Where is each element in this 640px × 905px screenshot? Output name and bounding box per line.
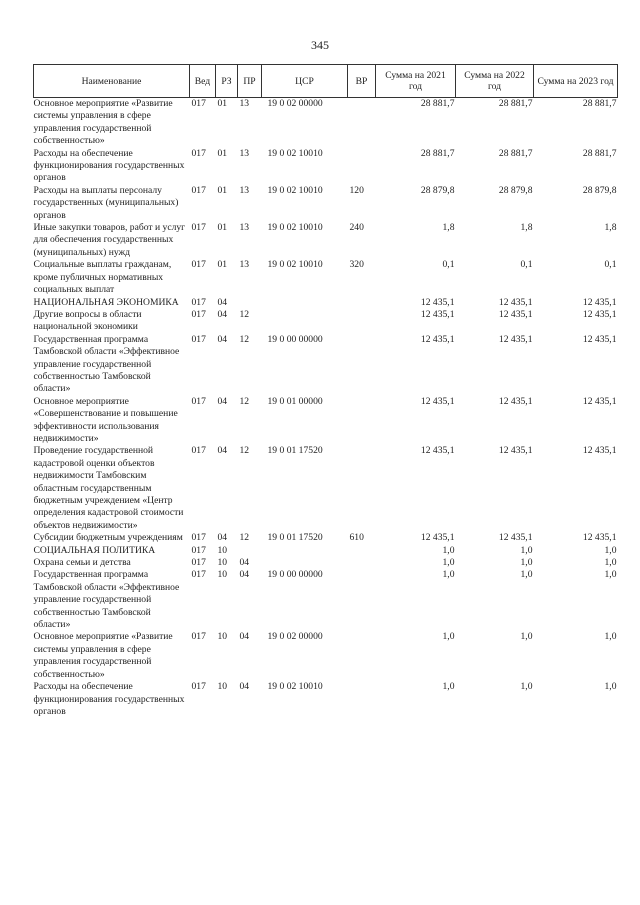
cell-pr: 13 xyxy=(239,259,250,271)
cell-rz: 04 xyxy=(217,532,228,544)
cell-sum-2022: 1,8 xyxy=(520,222,533,234)
page-number: 345 xyxy=(311,38,329,52)
cell-pr: 12 xyxy=(239,445,250,457)
cell-sum-2023: 1,0 xyxy=(604,681,617,693)
cell-name: Государственная программа Тамбовской области «Эффективное управление государственной собственностью Тамбовской области» xyxy=(33,569,180,631)
cell-pr: 04 xyxy=(239,569,250,581)
cell-ved: 017 xyxy=(191,557,206,569)
cell-sum-2022: 28 881,7 xyxy=(498,98,533,109)
cell-name: Основное мероприятие «Развитие системы управления в сфере управления государственной собственностью» xyxy=(33,631,173,680)
cell-ved: 017 xyxy=(191,395,206,407)
cell-vr xyxy=(348,557,376,569)
table-row xyxy=(34,98,618,148)
cell-sum-2021: 1,0 xyxy=(442,631,455,643)
cell-sum-2021: 12 435,1 xyxy=(420,296,455,308)
header-pr: ПР xyxy=(238,65,262,98)
cell-sum-2022: 12 435,1 xyxy=(498,308,533,320)
cell-sum-2022: 12 435,1 xyxy=(498,532,533,544)
header-row xyxy=(34,65,618,98)
cell-vr xyxy=(348,297,376,309)
cell-csr: 19 0 00 00000 xyxy=(267,333,323,345)
cell-sum-2023: 1,0 xyxy=(604,544,617,556)
cell-sum-2022: 28 881,7 xyxy=(498,147,533,159)
cell-pr xyxy=(238,297,262,309)
cell-sum-2023: 28 879,8 xyxy=(582,184,617,196)
cell-sum-2022: 12 435,1 xyxy=(498,445,533,457)
cell-sum-2023: 12 435,1 xyxy=(582,296,617,308)
cell-sum-2022: 1,0 xyxy=(520,557,533,569)
cell-ved: 017 xyxy=(191,569,206,581)
table-row xyxy=(34,532,618,544)
cell-ved: 017 xyxy=(191,333,206,345)
cell-sum-2022: 1,0 xyxy=(520,631,533,643)
cell-ved: 017 xyxy=(191,631,206,643)
cell-pr: 12 xyxy=(239,395,250,407)
cell-pr: 13 xyxy=(239,184,250,196)
header-rz: РЗ xyxy=(216,65,238,98)
cell-vr: 120 xyxy=(349,184,364,196)
table-row xyxy=(34,185,618,222)
cell-ved: 017 xyxy=(191,296,206,308)
cell-csr xyxy=(262,557,348,569)
cell-pr: 04 xyxy=(239,681,250,693)
cell-pr: 04 xyxy=(239,557,250,569)
cell-vr xyxy=(348,545,376,557)
cell-name: Расходы на обеспечение функционирования государственных органов xyxy=(33,147,185,184)
cell-sum-2022: 1,0 xyxy=(520,681,533,693)
cell-sum-2021: 12 435,1 xyxy=(420,445,455,457)
cell-sum-2021: 1,0 xyxy=(442,569,455,581)
cell-vr: 240 xyxy=(349,222,364,234)
cell-sum-2021: 0,1 xyxy=(442,259,455,271)
cell-sum-2023: 12 435,1 xyxy=(582,532,617,544)
cell-rz: 10 xyxy=(217,631,228,643)
cell-csr xyxy=(262,545,348,557)
cell-vr xyxy=(348,569,376,631)
cell-sum-2022: 12 435,1 xyxy=(498,333,533,345)
budget-table xyxy=(33,64,618,718)
cell-pr xyxy=(238,545,262,557)
cell-csr xyxy=(262,297,348,309)
cell-sum-2022: 1,0 xyxy=(520,569,533,581)
cell-pr: 04 xyxy=(239,631,250,643)
cell-sum-2023: 1,8 xyxy=(604,222,617,234)
cell-name: Расходы на обеспечение функционирования государственных органов xyxy=(33,681,185,717)
header-vr: ВР xyxy=(348,65,376,98)
cell-pr: 13 xyxy=(239,222,250,234)
cell-csr: 19 0 02 10010 xyxy=(267,259,323,271)
cell-sum-2023: 28 881,7 xyxy=(582,98,617,109)
cell-ved: 017 xyxy=(191,445,206,457)
table-row xyxy=(34,557,618,569)
table-row xyxy=(34,445,618,532)
cell-sum-2021: 1,0 xyxy=(442,681,455,693)
cell-ved: 017 xyxy=(191,308,206,320)
cell-name: Социальные выплаты гражданам, кроме публичных нормативных социальных выплат xyxy=(33,259,172,296)
cell-csr: 19 0 02 10010 xyxy=(267,681,323,693)
cell-csr: 19 0 02 10010 xyxy=(267,184,323,196)
cell-name: Государственная программа Тамбовской области «Эффективное управление государственной собственностью Тамбовской области» xyxy=(33,333,180,395)
table-row xyxy=(34,259,618,296)
cell-vr xyxy=(348,681,376,718)
cell-rz: 10 xyxy=(217,681,228,693)
cell-rz: 04 xyxy=(217,445,228,457)
header-sum-2022: Сумма на 2022 год xyxy=(456,65,534,98)
header-csr: ЦСР xyxy=(262,65,348,98)
cell-rz: 04 xyxy=(217,395,228,407)
cell-rz: 04 xyxy=(217,308,228,320)
table-row xyxy=(34,569,618,631)
cell-csr: 19 0 01 17520 xyxy=(267,445,323,457)
cell-sum-2022: 12 435,1 xyxy=(498,296,533,308)
cell-sum-2022: 0,1 xyxy=(520,259,533,271)
cell-vr: 610 xyxy=(349,532,364,544)
cell-pr: 13 xyxy=(239,147,250,159)
table-row xyxy=(34,396,618,446)
cell-vr xyxy=(348,631,376,681)
cell-vr xyxy=(348,445,376,532)
table-row xyxy=(34,148,618,185)
cell-csr xyxy=(262,309,348,334)
cell-ved: 017 xyxy=(191,681,206,693)
table-row xyxy=(34,334,618,396)
table-row xyxy=(34,309,618,334)
cell-name: Другие вопросы в области национальной экономики xyxy=(33,308,142,333)
cell-csr: 19 0 01 17520 xyxy=(267,532,323,544)
cell-vr xyxy=(348,309,376,334)
cell-name: Охрана семьи и детства xyxy=(33,557,131,569)
cell-ved: 017 xyxy=(191,98,206,109)
cell-name: Субсидии бюджетным учреждениям xyxy=(33,532,183,544)
cell-csr: 19 0 02 00000 xyxy=(267,631,323,643)
table-row xyxy=(34,545,618,557)
cell-ved: 017 xyxy=(191,544,206,556)
cell-sum-2021: 28 881,7 xyxy=(420,147,455,159)
cell-name: Проведение государственной кадастровой оценки объектов недвижимости Тамбовским областным государственным бюджетным учреждением «Центр определения кадастровой стоимости объектов недвижимости» xyxy=(33,445,184,531)
cell-ved: 017 xyxy=(191,184,206,196)
table-body xyxy=(34,98,618,719)
cell-name: НАЦИОНАЛЬНАЯ ЭКОНОМИКА xyxy=(33,296,179,308)
cell-rz: 01 xyxy=(217,98,228,109)
cell-ved: 017 xyxy=(191,147,206,159)
cell-sum-2021: 28 879,8 xyxy=(420,184,455,196)
table-row xyxy=(34,631,618,681)
table-header xyxy=(34,65,618,98)
cell-name: Иные закупки товаров, работ и услуг для обеспечения государственных (муниципальных) нужд xyxy=(33,222,186,258)
header-sum-2023: Сумма на 2023 год xyxy=(534,65,618,98)
cell-ved: 017 xyxy=(191,532,206,544)
cell-pr: 12 xyxy=(239,532,250,544)
table-row xyxy=(34,297,618,309)
cell-name: Основное мероприятие «Совершенствование и повышение эффективности использования недвижимости» xyxy=(33,395,178,444)
cell-name: Расходы на выплаты персоналу государственных (муниципальных) органов xyxy=(33,184,179,221)
cell-sum-2022: 12 435,1 xyxy=(498,395,533,407)
cell-csr: 19 0 02 10010 xyxy=(267,147,323,159)
cell-sum-2021: 12 435,1 xyxy=(420,333,455,345)
cell-sum-2023: 12 435,1 xyxy=(582,445,617,457)
cell-sum-2023: 1,0 xyxy=(604,557,617,569)
cell-csr: 19 0 02 00000 xyxy=(267,98,323,109)
cell-vr xyxy=(348,396,376,446)
cell-sum-2023: 12 435,1 xyxy=(582,333,617,345)
cell-vr xyxy=(348,98,376,148)
cell-sum-2023: 0,1 xyxy=(604,259,617,271)
cell-vr xyxy=(348,148,376,185)
cell-rz: 01 xyxy=(217,147,228,159)
cell-pr: 12 xyxy=(239,333,250,345)
cell-sum-2021: 12 435,1 xyxy=(420,395,455,407)
cell-sum-2021: 1,0 xyxy=(442,544,455,556)
cell-csr: 19 0 00 00000 xyxy=(267,569,323,581)
cell-rz: 01 xyxy=(217,184,228,196)
cell-pr: 12 xyxy=(239,308,250,320)
cell-rz: 01 xyxy=(217,259,228,271)
cell-csr: 19 0 01 00000 xyxy=(267,395,323,407)
cell-sum-2021: 1,8 xyxy=(442,222,455,234)
cell-rz: 01 xyxy=(217,222,228,234)
cell-ved: 017 xyxy=(191,222,206,234)
cell-sum-2021: 28 881,7 xyxy=(420,98,455,109)
cell-name: Основное мероприятие «Развитие системы управления в сфере управления государственной собственностью» xyxy=(33,98,173,147)
cell-pr: 13 xyxy=(239,98,250,109)
cell-name: СОЦИАЛЬНАЯ ПОЛИТИКА xyxy=(33,544,156,556)
cell-sum-2021: 1,0 xyxy=(442,557,455,569)
header-ved: Вед xyxy=(190,65,216,98)
cell-sum-2023: 28 881,7 xyxy=(582,147,617,159)
cell-sum-2023: 1,0 xyxy=(604,569,617,581)
cell-sum-2022: 1,0 xyxy=(520,544,533,556)
cell-rz: 10 xyxy=(217,557,228,569)
cell-sum-2021: 12 435,1 xyxy=(420,308,455,320)
cell-rz: 10 xyxy=(217,544,228,556)
table-row xyxy=(34,222,618,259)
cell-rz: 10 xyxy=(217,569,228,581)
cell-sum-2023: 1,0 xyxy=(604,631,617,643)
cell-rz: 04 xyxy=(217,296,228,308)
cell-sum-2023: 12 435,1 xyxy=(582,395,617,407)
cell-csr: 19 0 02 10010 xyxy=(267,222,323,234)
cell-sum-2022: 28 879,8 xyxy=(498,184,533,196)
header-sum-2021: Сумма на 2021 год xyxy=(376,65,456,98)
cell-sum-2021: 12 435,1 xyxy=(420,532,455,544)
cell-sum-2023: 12 435,1 xyxy=(582,308,617,320)
cell-rz: 04 xyxy=(217,333,228,345)
header-name: Наименование xyxy=(34,65,190,98)
cell-ved: 017 xyxy=(191,259,206,271)
cell-vr xyxy=(348,334,376,396)
cell-vr: 320 xyxy=(349,259,364,271)
table-row xyxy=(34,681,618,718)
